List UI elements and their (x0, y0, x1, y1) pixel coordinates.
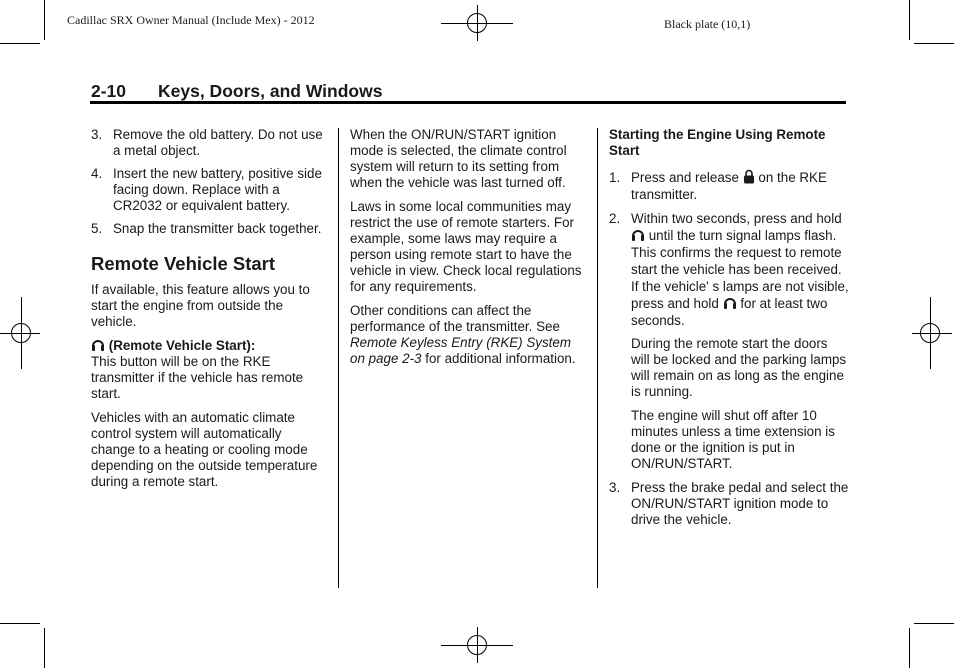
step-text: for at least two seconds. (631, 296, 828, 328)
crop-mark (0, 43, 40, 44)
crop-mark (909, 0, 910, 40)
list-item (609, 210, 849, 472)
step-text: Press the brake pedal and select the ON/RUN/START ignition mode to drive the vehicle. (631, 480, 849, 527)
step-paragraph: During the remote start the doors will be locked and the parking lamps will remain on as long as the engine is running. (631, 336, 847, 399)
section-title: Remote Vehicle Start (91, 253, 276, 274)
crop-mark (909, 628, 910, 668)
manual-title: Cadillac SRX Owner Manual (Include Mex) - 2012 (67, 13, 315, 27)
crop-mark (0, 623, 40, 624)
chapter-title: Keys, Doors, and Windows (158, 81, 383, 101)
crop-mark (44, 0, 45, 40)
paragraph-text: Other conditions can affect the performance of the transmitter. See (350, 303, 560, 334)
crop-mark (44, 628, 45, 668)
column-divider (338, 128, 339, 588)
paragraph: Laws in some local communities may restrict the use of remote starters. For example, some laws may require a person using remote start to have the vehicle in view. Check local regulations for any requirements. (350, 199, 582, 294)
step-number: 3. (91, 127, 103, 142)
intro-paragraph: If available, this feature allows you to start the engine from outside the vehicle. (91, 282, 310, 329)
remote-start-icon (723, 296, 737, 310)
list-item (91, 127, 327, 159)
remote-start-icon (631, 228, 645, 242)
column-1 (91, 127, 327, 498)
crop-mark (914, 623, 954, 624)
cross-reference-link[interactable]: Remote Keyless Entry (RKE) System on page 2-3 (350, 335, 572, 366)
registration-mark-top (459, 5, 495, 41)
registration-mark-left (3, 315, 39, 351)
lock-icon (743, 169, 755, 184)
climate-paragraph: Vehicles with an automatic climate control system will automatically change to a heating or cooling mode depending on the outside temperature during a remote start. (91, 410, 318, 489)
step-paragraph: The engine will shut off after 10 minutes unless a time extension is done or the ignition is put in ON/RUN/START. (631, 408, 835, 471)
step-number: 3. (609, 480, 621, 495)
button-label: (Remote Vehicle Start): (108, 338, 256, 353)
registration-mark-right (912, 315, 948, 351)
list-item (609, 169, 849, 203)
crop-mark (914, 43, 954, 44)
step-text: until the turn signal lamps flash. This confirms the request to remote start the vehicle has been received. If the vehicle' s lamps are not visible, press and hold (631, 228, 849, 311)
step-text: Press and release (631, 170, 739, 185)
step-number: 5. (91, 221, 103, 236)
step-text: Snap the transmitter back together. (113, 221, 322, 236)
step-text: on the RKE transmitter. (631, 170, 827, 202)
registration-mark-bottom (459, 627, 495, 663)
page-number: 2-10 (91, 81, 127, 101)
step-number: 2. (609, 211, 621, 226)
step-number: 4. (91, 166, 103, 181)
step-number: 1. (609, 170, 621, 185)
column-2 (350, 127, 584, 375)
subsection-heading: Starting the Engine Using Remote Start (609, 127, 826, 158)
step-text: Within two seconds, press and hold (631, 211, 842, 226)
column-3 (609, 127, 849, 535)
remote-start-icon (91, 338, 105, 352)
list-item (91, 166, 327, 214)
column-divider (597, 128, 598, 588)
paragraph-text: for additional information. (425, 351, 576, 366)
button-text: This button will be on the RKE transmitter if the vehicle has remote start. (91, 354, 304, 401)
step-text: Remove the old battery. Do not use a metal object. (113, 127, 323, 158)
list-item (609, 480, 849, 528)
button-description (91, 338, 327, 402)
header-rule (90, 101, 846, 104)
paragraph (350, 303, 584, 367)
list-item (91, 221, 327, 237)
plate-label: Black plate (10,1) (664, 17, 751, 31)
step-text: Insert the new battery, positive side facing down. Replace with a CR2032 or equivalent battery. (113, 166, 322, 213)
paragraph: When the ON/RUN/START ignition mode is selected, the climate control system will return to its setting from when the vehicle was last turned off. (350, 127, 567, 190)
